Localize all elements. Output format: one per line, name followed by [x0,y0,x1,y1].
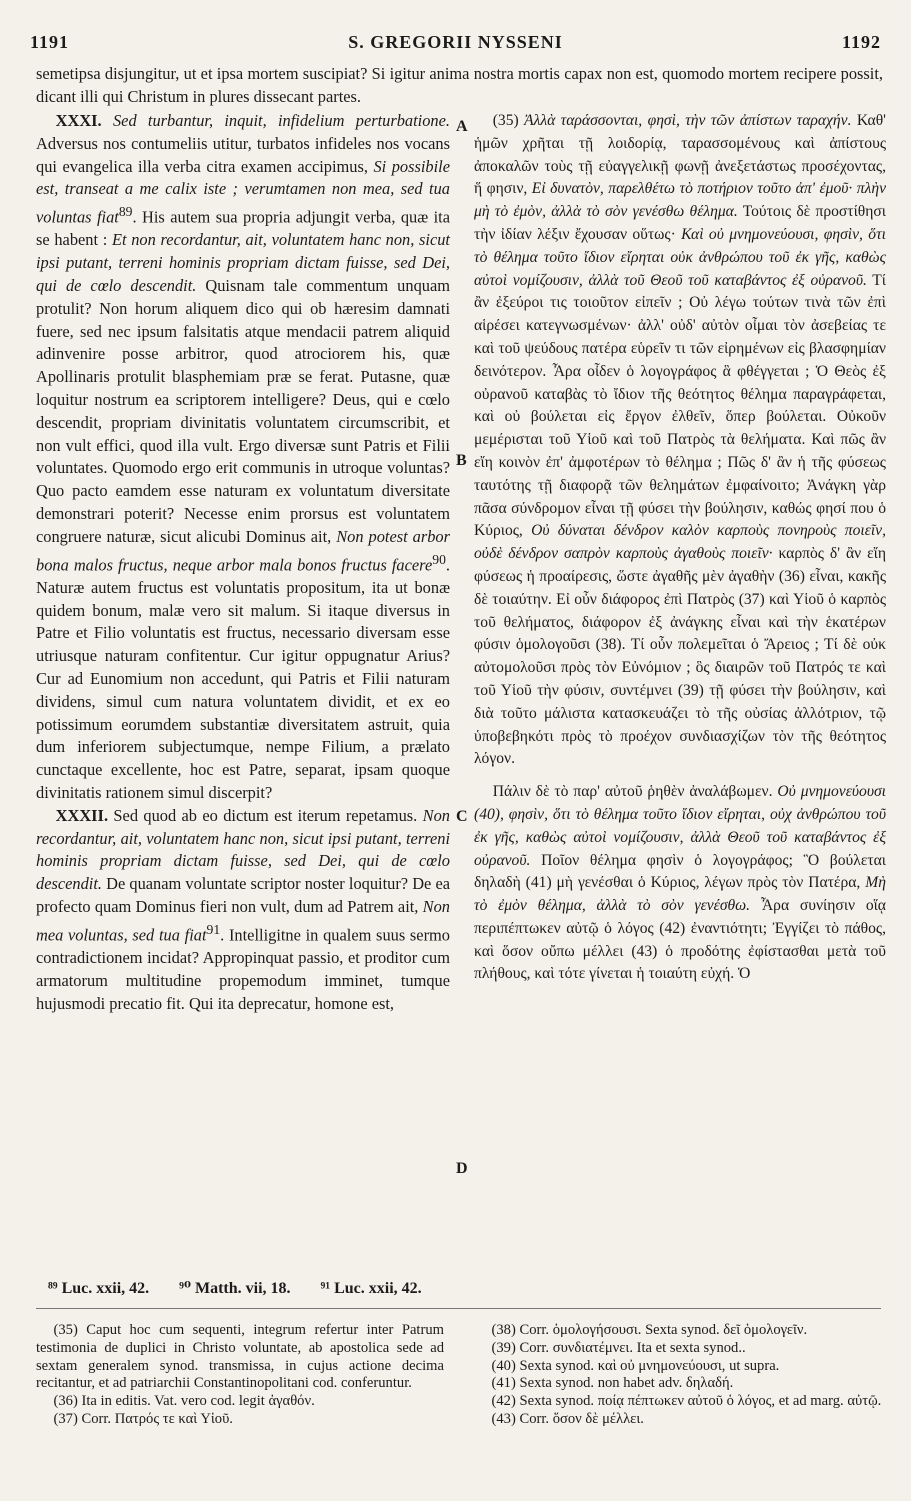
quotation: Non recordantur, ait, voluntatem hanc non, sicut ipsi putant, terreni hominis propriam dictam fuisse, sed Dei, qui de cœlo descendit. [36,805,450,894]
footnote: (37) Corr. Πατρός τε καὶ Υἱοῦ. [53,1410,233,1427]
body-text: Adversus nos contumeliis utitur, turbatos infideles nos vocans qui evangelica illa verba citra examen accipimus, [36,133,450,176]
footnote: (38) Corr. ὁμολογήσουσι. Sexta synod. δεῖ ὁμολογεῖν. [491,1322,808,1338]
quotation: Non mea voluntas, sed tua fiat [36,897,450,945]
quotation: Μὴ τὸ ἐμὸν θέλημα, ἀλλὰ τὸ σὸν γενέσθω. [474,874,887,915]
body-text: Quisnam tale commentum unquam protulit? Non horum aliquem dico qui ob hæresim damnati fuere, sed nec ipsum falsitatis atque mendacii patrem aliquid adinvenire posse arbitror, quod atrociorem his, quæ Apollinaris protulit blasphemiam præ se ferat. Putasne, quæ loquitur nostrum ea scriptorem intelligere? Deus, qui e cœlo descendit, propriam divinitatis voluntatem circumscribit, et non vult effici, quod illa vult. Ergo diversæ sunt Patris et Filii voluntates. Quomodo ergo erit communis in utroque voluntas? Quo pacto eamdem esse naturam ex voluntatum diversitate demonstrari poterit? Necesse enim prorsus est voluntatem congruere naturæ, sicut alicubi Dominus ait, [36,276,450,546]
footnote: (41) Sexta synod. non habet adv. δηλαδή. [491,1375,734,1392]
scripture-ref: ⁹⁰ Matth. vii, 18. [179,1280,291,1297]
footnotes-left [36,1322,444,1429]
greek-column [474,110,886,986]
scripture-ref: ⁹¹ Luc. xxii, 42. [320,1280,422,1297]
note-marker: 90 [432,551,446,567]
body-text: . Naturæ autem fructus est voluntatis propositum, ita ut bonæ quidem bonum, malæ vero sit malum. Si itaque diversus in Patre et Filio voluntatis est fructus, necessario diversam esse utriusque naturam confitentur. Cur igitur oppugnatur Arius? Cur ad Eunomium non accedunt, qui Patris et Filii naturam dividens, simul cum natura voluntatem dividit, et ex eo potissimum eorumdem substantiæ diversitatem astruit, quia dum inferiorem subjectumque, nempe Filium, a prælato cunctaque excellente, hoc est Patre, separat, ipsam quoque divinitatis rationem simul discerpit? [36,555,450,803]
footnote: (36) Ita in editis. Vat. vero cod. legit ἀγαθόν. [53,1393,315,1410]
body-text: Τί ἂν ἐξεύροι τις τοιοῦτον εἰπεῖν ; Οὐ λέγω τούτων τινὰ τῶν ἐπὶ αἱρέσει κατεγνωσμένων· ἀλλ' οὐδ' αὐτὸν οἶμαι τὸν ἀσεβείας τε καὶ τοῦ ψεύδους πατέρα εὑρεῖν τι τῶν εἰρημένων εἰς βλασφημίαν δεινότερον. Ἆρα οἶδεν ὁ λογογράφος ἃ φθέγγεται ; Ὁ Θεὸς ἐξ οὐρανοῦ καταβὰς τὸ ἴδιον τῆς θεότητος θέλημα παραγράφεται, καὶ οὐ βούλεται εἰς ἔργον ἐλθεῖν, ὅπερ βούλεται. Οὐκοῦν μεμέρισται τοῦ Υἱοῦ καὶ τοῦ Πατρὸς τὰ θελήματα. Καὶ πῶς ἂν εἴη κοινὸν ἐπ' ἀμφοτέρων τὸ θέλημα ; Πῶς δ' ἂν ἡ τῆς φύσεως ταυτότης τῇ διαφορᾷ τῶν θελημάτων ἐμφαίνοιτο; Ἀνάγκη γὰρ πᾶσα σύνδρομον εἶναι τῇ φύσει τὴν βούλησιν, καθώς φησί που ὁ Κύριος, [474,271,886,540]
body-text: . His autem sua propria adjungit verba, quæ ita se habent : [36,207,451,250]
body-text: Ποῖον θέλημα φησὶν ὁ λογογράφος; Ὃ βούλεται δηλαδὴ (41) μὴ γενέσθαι ὁ Κύριος, λέγων πρὸς τὸν Πατέρα, [474,851,887,892]
note-marker: 91 [206,921,221,937]
quotation: Si possibile est, transeat a me calix iste ; verumtamen non mea, sed tua voluntas fiat [36,156,450,227]
margin-letter-c: C [456,808,468,825]
body-text: Τούτοις δὲ προστίθησι τὴν ἰδίαν λέξιν ἔχουσαν οὕτως· [474,203,886,243]
latin-column [36,110,450,1015]
greek-paragraph-2 [474,781,886,986]
page-number-left: 1191 [30,31,70,52]
body-text: De quanam voluntate scriptor noster loquitur? De ea profecto quam Dominus fieri non vult, dum ad Patrem ait, [36,874,450,917]
scripture-ref: ⁸⁹ Luc. xxii, 42. [48,1280,150,1297]
latin-paragraph-xxxi [36,110,450,805]
footnote: (39) Corr. συνδιατέμνει. Ita et sexta synod.. [491,1339,746,1356]
footnote-divider [36,1308,881,1309]
running-title: S. GREGORII NYSSENI [348,31,563,52]
latin-paragraph-xxxii [36,805,450,1016]
quotation: Ἀλλὰ ταράσσονται, φησὶ, τὴν τῶν ἀπίστων ταραχήν. [524,112,852,129]
body-text: Πάλιν δὲ τὸ παρ' αὐτοῦ ῥηθὲν ἀναλάβωμεν. [492,783,773,801]
greek-paragraph-1 [474,110,886,771]
body-text: Ἆρα συνίησιν οἵᾳ περιπέπτωκεν αὐτῷ ὁ λόγος (42) ἐναντιότητι; Ἐγγίζει τὸ πάθος, καὶ ὅσον οὔπω μέλλει (43) ὁ προδότης ἐφίστασθαι μετὰ τοῦ πλήθους, καὶ τότε γίνεται ἡ τοιαύτη εὐχή. Ὁ [474,897,886,983]
footnote: (35) Caput hoc cum sequenti, integrum refertur inter Patrum testimonia de duplici in Christo voluntate, ab apostolica sede ad sextam generalem synod. transmissa, in cujus actione decima recitantur, et ad patriarchii Constantinopolitani cod. conferuntur. [36,1322,444,1392]
footnotes-right [474,1322,886,1429]
quotation: Et non recordantur, ait, voluntatem hanc non, sicut ipsi putant, terreni hominis propriam dictam fuisse, sed Dei, qui de cœlo descendit. [36,230,450,296]
quotation: Οὐ μνημονεύουσι (40), φησὶν, ὅτι τὸ θέλημα τοῦτο ἴδιον εἴρηται, οὐχ ἀνθρώπου τοῦ ἐκ γῆς, καθὼς αὐτοὶ νομίζουσιν, ἀλλὰ Θεοῦ τοῦ καταβάντος ἐξ οὐρανοῦ. [474,783,886,869]
body-text: . Intelligitne in qualem suus sermo contradictionem incidat? Appropinquat passio, et proditor cum armatorum multitudine propemodum imminet, tumque hujusmodi precatio fit. Qui ita deprecatur, homone est, [36,925,450,1013]
page-number-right: 1192 [841,31,881,52]
margin-letter-a: A [456,118,468,135]
section-number: XXXI. [55,111,102,130]
body-text: Sed quod ab eo dictum est iterum repetamus. [113,805,418,825]
quotation: Non potest arbor bona malos fructus, neque arbor mala bonos fructus facere [36,526,450,575]
quotation: Καὶ οὐ μνημονεύουσι, φησὶν, ὅτι τὸ θέλημα τοῦτο ἴδιον εἴρηται οὐκ ἀνθρώπου τοῦ ἐκ γῆς, καθὼς αὐτοὶ νομίζουσιν, ἀλλὰ τοῦ Θεοῦ τοῦ καταβάντος ἐξ οὐρανοῦ. [474,225,886,289]
note-ref: (35) [492,112,519,129]
quotation: Εἰ δυνατὸν, παρελθέτω τὸ ποτήριον τοῦτο ἀπ' ἐμοῦ· πλὴν μὴ τὸ ἐμὸν, ἀλλὰ τὸ σὸν γενέσθω θέλημα. [474,180,886,221]
body-text: Καθ' ἡμῶν χρῆται τῇ λοιδορίᾳ, ταρασσομένους καὶ ἀπίστους ἀποκαλῶν τοὺς τῇ εὐαγγελικῇ φωνῇ ἀνεξετάστως προσέχοντας, ἥ φησιν, [474,112,886,198]
margin-letter-d: D [456,1160,468,1177]
intro-text: semetipsa disjungitur, ut et ipsa mortem suscipiat? Si igitur anima nostra mortis capax non est, quomodo mortem recipere possit, dicant illi qui Christum in plures dissecant partes. [36,64,883,106]
quotation: Sed turbantur, inquit, infidelium perturbatione. [112,111,450,130]
margin-letter-b: B [456,452,467,469]
note-marker: 89 [118,204,133,220]
footnote: (42) Sexta synod. ποίᾳ πέπτωκεν αὐτοῦ ὁ λόγος, et ad marg. αὐτῷ. [491,1393,882,1410]
footnote: (43) Corr. ὅσον δὲ μέλλει. [491,1410,644,1427]
page-header [30,28,881,56]
body-text: καρπὸς δ' ἂν εἴη φύσεως ἡ προαίρεσις, ὥστε ἀγαθῆς μὲν ἀγαθὴν (36) εἶναι, κακῆς δὲ τοιαύτην. Εἰ οὖν διάφορος ἐπὶ Πατρὸς (37) καὶ Υἱοῦ ὁ καρπὸς τοῦ θελήματος, διάφορον ἐξ ἀνάγκης εἶναι καὶ τὴν ἑκατέρων φύσιν ὁμολογοῦσι (38). Τί οὖν πολεμεῖται ὁ Ἄρειος ; Τί δὲ οὐκ αὐτομολοῦσι πρὸς τὸν Εὐνόμιον ; ὃς διαιρῶν τοῦ Πατρός τε καὶ τοῦ Υἱοῦ τὴν φύσιν, συντέμνει (39) τῇ φύσει τὴν βούλησιν, καὶ διὰ τοῦτο μάλιστα κατασκευάζει τὸ τῆς οὐσίας ἀλλότριον, τῷ ὑποβεβηκότι πρὸς τὸ προέχον συνδιασχίζων τὸν τῆς θεότητος λόγον. [474,545,886,768]
section-number: XXXII. [55,805,109,825]
footnote: (40) Sexta synod. καὶ οὐ μνημονεύουσι, ut supra. [491,1357,780,1374]
scripture-references [48,1278,881,1298]
quotation: Οὐ δύναται δένδρον καλὸν καρποὺς πονηροὺς ποιεῖν, οὐδὲ δένδρον σαπρὸν καρποὺς ἀγαθοὺς ποιεῖν· [474,522,886,563]
